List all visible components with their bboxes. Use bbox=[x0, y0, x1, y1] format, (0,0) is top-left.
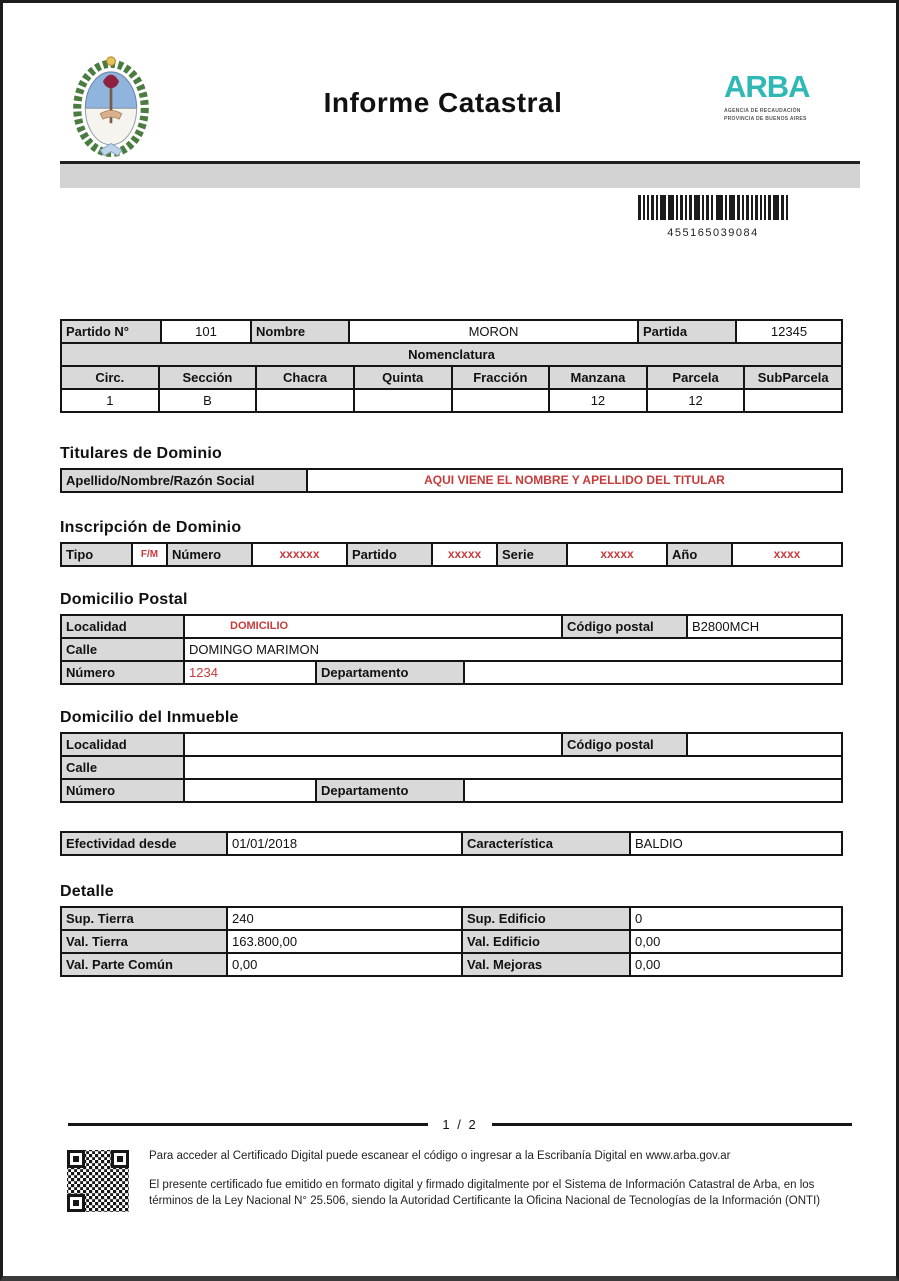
barcode-number: 455165039084 bbox=[667, 227, 759, 239]
sup-edificio-value: 0 bbox=[631, 908, 843, 931]
codigo-postal-inm-value bbox=[688, 734, 843, 757]
tipo-value: F/M bbox=[133, 544, 168, 567]
val-manzana: 12 bbox=[550, 390, 648, 413]
numero-label: Número bbox=[168, 544, 253, 567]
nombre-label: Nombre bbox=[252, 321, 350, 344]
serie-value: xxxxx bbox=[568, 544, 668, 567]
barcode bbox=[637, 195, 789, 239]
val-mejoras-label: Val. Mejoras bbox=[463, 954, 631, 977]
domicilio-postal-table bbox=[60, 614, 843, 685]
col-subparcela: SubParcela bbox=[745, 367, 843, 390]
anio-label: Año bbox=[668, 544, 733, 567]
partido-table bbox=[60, 319, 843, 413]
page-indicator bbox=[68, 1117, 852, 1132]
titular-label: Apellido/Nombre/Razón Social bbox=[60, 470, 308, 493]
efectividad-value: 01/01/2018 bbox=[228, 833, 463, 856]
tipo-label: Tipo bbox=[60, 544, 133, 567]
val-parcela: 12 bbox=[648, 390, 746, 413]
departamento-inm-value bbox=[465, 780, 843, 803]
footer-line2: El presente certificado fue emitido en formato digital y firmado digitalmente por el Sistema de Información Catastral de Arba, en los términos de la Ley Nacional N° 25.506, siendo la Autoridad Certificante la Oficina Nacional de Tecnologías de la Información (ONTI) bbox=[149, 1179, 821, 1208]
val-tierra-value: 163.800,00 bbox=[228, 931, 463, 954]
partida-value: 12345 bbox=[737, 321, 843, 344]
section-heading-inscripcion: Inscripción de Dominio bbox=[60, 519, 242, 536]
val-quinta bbox=[355, 390, 453, 413]
numero-inm-value bbox=[185, 780, 317, 803]
footer-rule-right bbox=[492, 1123, 852, 1126]
table-row bbox=[60, 833, 843, 856]
table-row bbox=[60, 390, 843, 413]
table-row bbox=[60, 470, 843, 493]
table-row bbox=[60, 639, 843, 662]
calle-inm-value bbox=[185, 757, 843, 780]
sup-edificio-label: Sup. Edificio bbox=[463, 908, 631, 931]
footer-text bbox=[149, 1148, 829, 1214]
section-heading-detalle: Detalle bbox=[60, 883, 114, 900]
partido-value: 101 bbox=[162, 321, 252, 344]
col-fraccion: Fracción bbox=[453, 367, 551, 390]
caracteristica-value: BALDIO bbox=[631, 833, 843, 856]
partido-insc-label: Partido bbox=[348, 544, 433, 567]
numero-postal-label: Número bbox=[60, 662, 185, 685]
table-row bbox=[60, 544, 843, 567]
arba-tagline: AGENCIA DE RECAUDACIÓN PROVINCIA DE BUENOS AIRES bbox=[724, 108, 807, 122]
table-row bbox=[60, 344, 843, 367]
val-subparcela bbox=[745, 390, 843, 413]
col-circ: Circ. bbox=[60, 367, 160, 390]
val-seccion: B bbox=[160, 390, 258, 413]
departamento-value bbox=[465, 662, 843, 685]
val-parte-comun-label: Val. Parte Común bbox=[60, 954, 228, 977]
col-chacra: Chacra bbox=[257, 367, 355, 390]
sup-tierra-value: 240 bbox=[228, 908, 463, 931]
partido-label: Partido N° bbox=[60, 321, 162, 344]
calle-value: DOMINGO MARIMON bbox=[185, 639, 843, 662]
domicilio-inmueble-table bbox=[60, 732, 843, 803]
page-separator: / bbox=[457, 1117, 463, 1132]
table-row bbox=[60, 662, 843, 685]
nomenclatura-header: Nomenclatura bbox=[60, 344, 843, 367]
arba-logo bbox=[724, 71, 836, 123]
localidad-inm-value bbox=[185, 734, 563, 757]
table-row bbox=[60, 616, 843, 639]
section-heading-domicilio-inmueble: Domicilio del Inmueble bbox=[60, 709, 239, 726]
partido-insc-value: xxxxx bbox=[433, 544, 498, 567]
numero-inm-label: Número bbox=[60, 780, 185, 803]
val-parte-comun-value: 0,00 bbox=[228, 954, 463, 977]
table-row bbox=[60, 908, 843, 931]
header bbox=[3, 3, 896, 161]
section-heading-titulares: Titulares de Dominio bbox=[60, 445, 222, 462]
codigo-postal-value: B2800MCH bbox=[688, 616, 843, 639]
titular-value: AQUI VIENE EL NOMBRE Y APELLIDO DEL TITULAR bbox=[308, 470, 843, 493]
val-tierra-label: Val. Tierra bbox=[60, 931, 228, 954]
page-current: 1 bbox=[442, 1117, 452, 1132]
col-quinta: Quinta bbox=[355, 367, 453, 390]
localidad-value: DOMICILIO bbox=[185, 616, 563, 639]
qr-code-icon bbox=[65, 1148, 131, 1214]
arba-wordmark: ARBA bbox=[724, 69, 810, 104]
argentina-coat-of-arms-icon bbox=[60, 53, 162, 161]
col-manzana: Manzana bbox=[550, 367, 648, 390]
nombre-value: MORON bbox=[350, 321, 639, 344]
inscripcion-table bbox=[60, 542, 843, 567]
localidad-label: Localidad bbox=[60, 616, 185, 639]
detalle-table bbox=[60, 906, 843, 977]
val-edificio-label: Val. Edificio bbox=[463, 931, 631, 954]
table-row bbox=[60, 321, 843, 344]
departamento-inm-label: Departamento bbox=[317, 780, 465, 803]
table-row bbox=[60, 757, 843, 780]
numero-value: xxxxxx bbox=[253, 544, 348, 567]
footer bbox=[65, 1148, 852, 1214]
col-seccion: Sección bbox=[160, 367, 258, 390]
section-heading-domicilio-postal: Domicilio Postal bbox=[60, 591, 188, 608]
footer-rule-left bbox=[68, 1123, 428, 1126]
page-total: 2 bbox=[468, 1117, 478, 1132]
table-row bbox=[60, 780, 843, 803]
col-parcela: Parcela bbox=[648, 367, 746, 390]
departamento-label: Departamento bbox=[317, 662, 465, 685]
titulares-table bbox=[60, 468, 843, 493]
efectividad-label: Efectividad desde bbox=[60, 833, 228, 856]
page-title: Informe Catastral bbox=[323, 87, 563, 118]
codigo-postal-label: Código postal bbox=[563, 616, 688, 639]
table-row bbox=[60, 734, 843, 757]
page-number bbox=[442, 1117, 477, 1132]
numero-postal-value: 1234 bbox=[185, 662, 317, 685]
table-row bbox=[60, 367, 843, 390]
val-fraccion bbox=[453, 390, 551, 413]
val-chacra bbox=[257, 390, 355, 413]
calle-label: Calle bbox=[60, 639, 185, 662]
table-row bbox=[60, 954, 843, 977]
header-divider-bar bbox=[60, 161, 860, 188]
sup-tierra-label: Sup. Tierra bbox=[60, 908, 228, 931]
efectividad-table bbox=[60, 831, 843, 856]
val-edificio-value: 0,00 bbox=[631, 931, 843, 954]
barcode-icon bbox=[638, 195, 788, 220]
val-circ: 1 bbox=[60, 390, 160, 413]
footer-line1: Para acceder al Certificado Digital puede escanear el código o ingresar a la Escribanía Digital en www.arba.gov.ar bbox=[149, 1150, 731, 1162]
serie-label: Serie bbox=[498, 544, 568, 567]
codigo-postal-inm-label: Código postal bbox=[563, 734, 688, 757]
val-mejoras-value: 0,00 bbox=[631, 954, 843, 977]
caracteristica-label: Característica bbox=[463, 833, 631, 856]
partida-label: Partida bbox=[639, 321, 737, 344]
calle-inm-label: Calle bbox=[60, 757, 185, 780]
anio-value: xxxx bbox=[733, 544, 843, 567]
localidad-inm-label: Localidad bbox=[60, 734, 185, 757]
table-row bbox=[60, 931, 843, 954]
